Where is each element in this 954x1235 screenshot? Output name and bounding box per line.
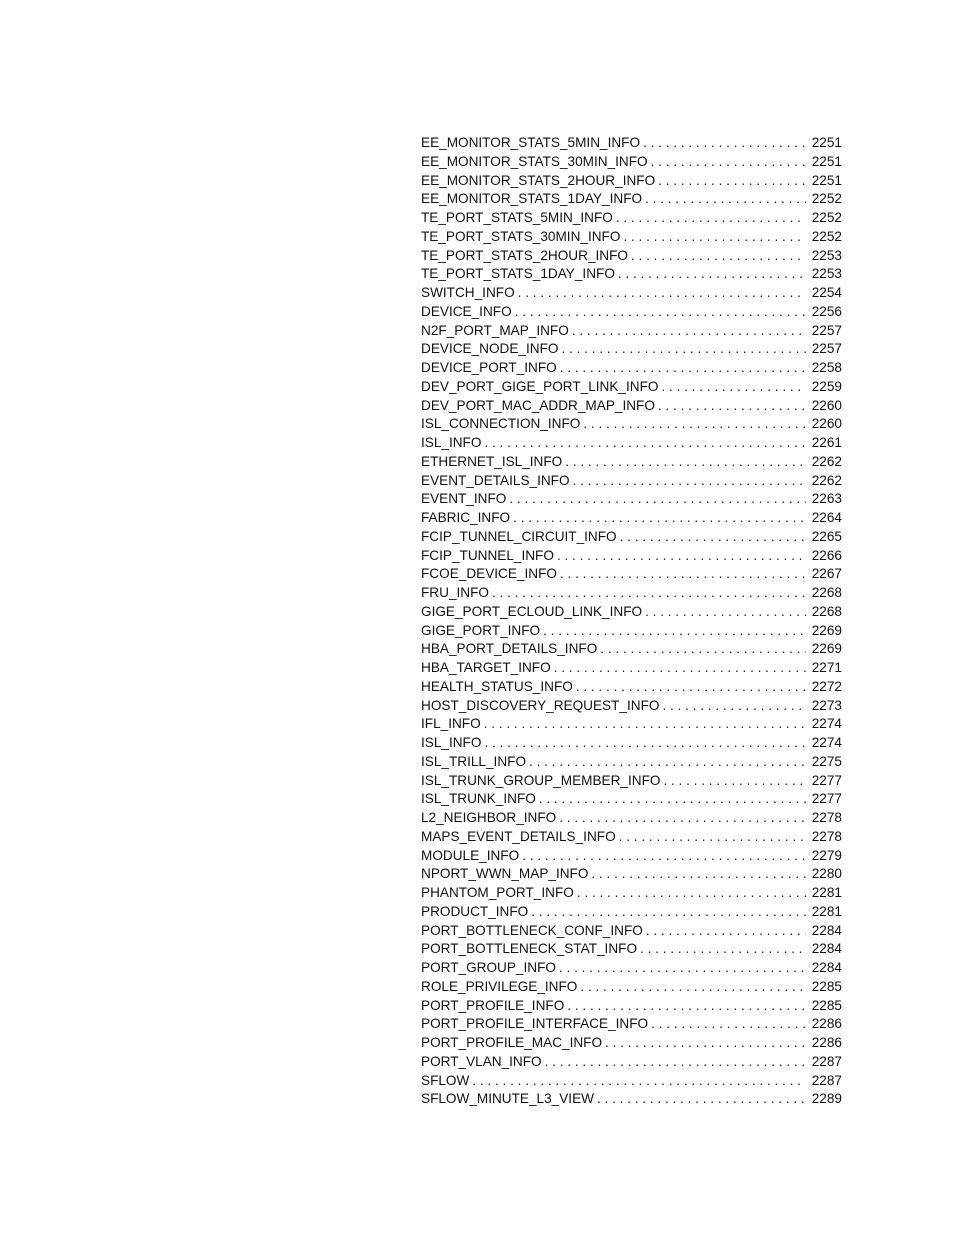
toc-dot-leader	[580, 415, 806, 434]
toc-entry-title: TE_PORT_STATS_2HOUR_INFO	[421, 247, 628, 263]
toc-dot-leader	[655, 397, 806, 416]
toc-entry-title: DEVICE_INFO	[421, 303, 512, 319]
toc-entry[interactable]	[421, 247, 842, 266]
toc-entry-title: MAPS_EVENT_DETAILS_INFO	[421, 828, 616, 844]
toc-entry-title: DEVICE_NODE_INFO	[421, 341, 559, 357]
toc-dot-leader	[564, 997, 806, 1016]
toc-dot-leader	[481, 715, 806, 734]
toc-entry[interactable]	[421, 809, 842, 828]
toc-entry-page-number: 2268	[811, 603, 842, 619]
toc-entry-page-number: 2252	[811, 210, 842, 225]
toc-dot-leader	[615, 265, 806, 284]
toc-dot-leader	[648, 1015, 806, 1034]
toc-entry-page-number: 2284	[811, 941, 842, 957]
toc-entry[interactable]	[421, 903, 842, 922]
toc-entry-title: PORT_BOTTLENECK_CONF_INFO	[421, 922, 643, 938]
toc-dot-leader	[536, 790, 806, 809]
toc-entry[interactable]	[421, 865, 842, 884]
toc-entry[interactable]	[421, 378, 842, 397]
toc-entry-title: EE_MONITOR_STATS_5MIN_INFO	[421, 135, 641, 150]
toc-entry-page-number: 2252	[811, 191, 842, 207]
toc-entry[interactable]	[421, 265, 842, 284]
toc-entry-title: PORT_VLAN_INFO	[421, 1053, 542, 1069]
toc-entry-title: ISL_TRUNK_INFO	[421, 791, 536, 807]
toc-entry-title: PHANTOM_PORT_INFO	[421, 885, 574, 900]
toc-entry-page-number: 2259	[811, 378, 842, 394]
toc-dot-leader	[569, 322, 806, 341]
toc-dot-leader	[643, 922, 806, 941]
toc-dot-leader	[526, 753, 806, 772]
toc-entry-title: IFL_INFO	[421, 716, 481, 732]
toc-entry[interactable]	[421, 847, 842, 866]
toc-entry[interactable]	[421, 1072, 842, 1091]
toc-entry[interactable]	[421, 303, 842, 322]
toc-entry-page-number: 2252	[811, 228, 842, 244]
toc-entry[interactable]	[421, 753, 842, 772]
toc-entry-page-number: 2277	[811, 772, 842, 788]
toc-entry[interactable]	[421, 678, 842, 697]
toc-entry-title: TE_PORT_STATS_30MIN_INFO	[421, 228, 621, 244]
toc-entry[interactable]	[421, 697, 842, 716]
toc-dot-leader	[557, 565, 806, 584]
toc-dot-leader	[642, 603, 806, 622]
toc-entry[interactable]	[421, 359, 842, 378]
toc-entry[interactable]	[421, 228, 842, 247]
toc-entry-title: PORT_PROFILE_INTERFACE_INFO	[421, 1016, 649, 1032]
toc-dot-leader	[620, 228, 806, 247]
toc-dot-leader	[528, 903, 806, 922]
toc-entry-page-number: 2281	[811, 903, 842, 919]
toc-entry-page-number: 2258	[811, 360, 842, 375]
toc-entry-page-number: 2285	[811, 978, 842, 994]
toc-entry[interactable]	[421, 547, 842, 566]
toc-dot-leader	[556, 809, 806, 828]
toc-entry-title: DEV_PORT_GIGE_PORT_LINK_INFO	[421, 378, 659, 394]
toc-entry-page-number: 2269	[811, 641, 842, 657]
toc-entry[interactable]	[421, 1053, 842, 1072]
toc-entry-page-number: 2286	[811, 1016, 842, 1032]
toc-entry-title: SWITCH_INFO	[421, 285, 515, 300]
toc-entry-page-number: 2278	[811, 810, 842, 825]
toc-entry-page-number: 2287	[811, 1053, 842, 1069]
toc-entry-title: EE_MONITOR_STATS_2HOUR_INFO	[421, 172, 656, 188]
toc-entry-page-number: 2284	[811, 960, 842, 975]
toc-entry-page-number: 2251	[811, 153, 842, 169]
toc-entry-page-number: 2271	[811, 660, 842, 675]
toc-entry-title: PORT_PROFILE_MAC_INFO	[421, 1035, 603, 1050]
toc-entry[interactable]	[421, 1034, 842, 1053]
toc-entry-title: MODULE_INFO	[421, 847, 520, 863]
toc-entry-title: ISL_TRILL_INFO	[421, 753, 527, 769]
toc-dot-leader	[637, 940, 806, 959]
toc-entry-title: GIGE_PORT_ECLOUD_LINK_INFO	[421, 603, 643, 619]
toc-entry[interactable]	[421, 772, 842, 791]
toc-dot-leader	[617, 528, 806, 547]
toc-entry-title: PRODUCT_INFO	[421, 903, 529, 919]
toc-entry-page-number: 2262	[811, 453, 842, 469]
toc-entry-page-number: 2289	[811, 1091, 842, 1107]
toc-entry-page-number: 2268	[811, 585, 842, 600]
toc-entry-page-number: 2284	[811, 922, 842, 938]
toc-entry[interactable]	[421, 959, 842, 978]
toc-entry[interactable]	[421, 922, 842, 941]
toc-dot-leader	[557, 359, 806, 378]
toc-entry[interactable]	[421, 190, 842, 209]
toc-entry-page-number: 2278	[811, 828, 842, 844]
toc-entry-page-number: 2279	[811, 847, 842, 863]
toc-entry-page-number: 2280	[811, 866, 842, 882]
toc-entry-title: PORT_GROUP_INFO	[421, 960, 556, 975]
toc-entry-page-number: 2260	[811, 416, 842, 432]
toc-dot-leader	[660, 772, 806, 791]
toc-entry-title: DEV_PORT_MAC_ADDR_MAP_INFO	[421, 397, 655, 413]
toc-dot-leader	[648, 153, 806, 172]
toc-dot-leader	[512, 303, 806, 322]
toc-entry[interactable]	[421, 640, 842, 659]
toc-entry-title: HBA_TARGET_INFO	[421, 660, 551, 675]
toc-entry-page-number: 2277	[811, 791, 842, 807]
toc-dot-leader	[588, 865, 806, 884]
toc-entry-title: TE_PORT_STATS_1DAY_INFO	[421, 266, 615, 282]
toc-entry-title: EE_MONITOR_STATS_1DAY_INFO	[421, 191, 643, 207]
toc-entry[interactable]	[421, 134, 842, 153]
toc-dot-leader	[628, 247, 806, 266]
toc-entry-page-number: 2262	[811, 472, 842, 488]
toc-entry-title: ISL_TRUNK_GROUP_MEMBER_INFO	[421, 772, 661, 788]
toc-dot-leader	[506, 490, 806, 509]
toc-dot-leader	[658, 378, 806, 397]
toc-entry[interactable]	[421, 172, 842, 191]
toc-dot-leader	[597, 640, 806, 659]
toc-entry[interactable]	[421, 340, 842, 359]
toc-entry[interactable]	[421, 790, 842, 809]
toc-entry-title: FCIP_TUNNEL_CIRCUIT_INFO	[421, 528, 617, 544]
toc-dot-leader	[540, 622, 806, 641]
toc-entry-title: ISL_CONNECTION_INFO	[421, 416, 581, 432]
toc-entry-title: SFLOW_MINUTE_L3_VIEW	[421, 1091, 594, 1107]
toc-entry-title: PORT_PROFILE_INFO	[421, 997, 565, 1013]
toc-entry-page-number: 2251	[811, 135, 842, 150]
toc-entry-title: FCIP_TUNNEL_INFO	[421, 547, 554, 563]
toc-entry-title: N2F_PORT_MAP_INFO	[421, 322, 569, 338]
toc-entry-title: ISL_INFO	[421, 435, 482, 450]
toc-dot-leader	[556, 959, 806, 978]
toc-entry-page-number: 2281	[811, 885, 842, 900]
toc-entry[interactable]	[421, 715, 842, 734]
toc-dot-leader	[481, 434, 806, 453]
toc-dot-leader	[469, 1072, 806, 1091]
toc-entry-page-number: 2257	[811, 341, 842, 357]
toc-dot-leader	[640, 134, 806, 153]
toc-entry[interactable]	[421, 978, 842, 997]
toc-entry-page-number: 2274	[811, 716, 842, 732]
toc-entry[interactable]	[421, 453, 842, 472]
toc-entry[interactable]	[421, 153, 842, 172]
toc-entry-title: L2_NEIGHBOR_INFO	[421, 810, 557, 825]
toc-entry-page-number: 2253	[811, 247, 842, 263]
toc-entry[interactable]	[421, 509, 842, 528]
toc-entry[interactable]	[421, 209, 842, 228]
toc-entry-page-number: 2287	[811, 1072, 842, 1088]
toc-entry[interactable]	[421, 322, 842, 341]
toc-entry[interactable]	[421, 528, 842, 547]
toc-entry-page-number: 2265	[811, 528, 842, 544]
toc-entry-title: HBA_PORT_DETAILS_INFO	[421, 641, 598, 657]
toc-dot-leader	[573, 678, 806, 697]
toc-entry-title: PORT_BOTTLENECK_STAT_INFO	[421, 941, 638, 957]
toc-dot-leader	[577, 978, 806, 997]
toc-entry-page-number: 2254	[811, 285, 842, 300]
toc-entry-page-number: 2257	[811, 322, 842, 338]
toc-entry-title: SFLOW	[421, 1072, 470, 1088]
toc-entry-page-number: 2266	[811, 547, 842, 563]
toc-entry-page-number: 2253	[811, 266, 842, 282]
toc-entry[interactable]	[421, 415, 842, 434]
toc-entry-page-number: 2275	[811, 753, 842, 769]
toc-entry[interactable]	[421, 603, 842, 622]
toc-dot-leader	[616, 828, 806, 847]
toc-entry[interactable]	[421, 734, 842, 753]
toc-entry[interactable]	[421, 884, 842, 903]
toc-entry-title: EVENT_INFO	[421, 491, 507, 507]
toc-entry-title: DEVICE_PORT_INFO	[421, 360, 557, 375]
toc-dot-leader	[655, 172, 806, 191]
toc-entry-page-number: 2267	[811, 566, 842, 582]
toc-entry[interactable]	[421, 284, 842, 303]
toc-entry-title: ETHERNET_ISL_INFO	[421, 453, 563, 469]
toc-entry[interactable]	[421, 584, 842, 603]
toc-dot-leader	[613, 209, 806, 228]
toc-entry-page-number: 2263	[811, 491, 842, 507]
toc-entry[interactable]	[421, 940, 842, 959]
toc-entry[interactable]	[421, 472, 842, 491]
toc-entry-title: HOST_DISCOVERY_REQUEST_INFO	[421, 697, 660, 713]
toc-entry-page-number: 2256	[811, 303, 842, 319]
toc-entry-page-number: 2269	[811, 622, 842, 638]
toc-dot-leader	[489, 584, 806, 603]
toc-dot-leader	[481, 734, 806, 753]
toc-dot-leader	[558, 340, 806, 359]
toc-entry-page-number: 2272	[811, 678, 842, 694]
toc-entry-page-number: 2274	[811, 735, 842, 750]
toc-entry-title: EVENT_DETAILS_INFO	[421, 472, 570, 488]
toc-entry[interactable]	[421, 828, 842, 847]
toc-entry-page-number: 2261	[811, 435, 842, 450]
toc-entry-page-number: 2251	[811, 172, 842, 188]
toc-entry-title: FABRIC_INFO	[421, 510, 511, 525]
table-of-contents	[421, 134, 842, 1109]
toc-entry[interactable]	[421, 622, 842, 641]
toc-dot-leader	[510, 509, 806, 528]
toc-entry[interactable]	[421, 997, 842, 1016]
toc-dot-leader	[659, 697, 806, 716]
toc-entry-page-number: 2286	[811, 1035, 842, 1050]
toc-entry-page-number: 2264	[811, 510, 842, 525]
toc-entry-title: GIGE_PORT_INFO	[421, 622, 541, 638]
toc-entry[interactable]	[421, 434, 842, 453]
toc-dot-leader	[551, 659, 806, 678]
toc-entry-title: TE_PORT_STATS_5MIN_INFO	[421, 210, 613, 225]
toc-entry[interactable]	[421, 1090, 842, 1109]
toc-entry-title: EE_MONITOR_STATS_30MIN_INFO	[421, 153, 648, 169]
toc-entry[interactable]	[421, 659, 842, 678]
toc-entry-page-number: 2260	[811, 397, 842, 413]
toc-dot-leader	[542, 1053, 806, 1072]
toc-dot-leader	[594, 1090, 806, 1109]
toc-dot-leader	[515, 284, 806, 303]
toc-entry-title: HEALTH_STATUS_INFO	[421, 678, 573, 694]
toc-dot-leader	[519, 847, 806, 866]
toc-entry-page-number: 2285	[811, 997, 842, 1013]
toc-dot-leader	[562, 453, 806, 472]
toc-dot-leader	[642, 190, 806, 209]
toc-entry[interactable]	[421, 490, 842, 509]
toc-entry-title: FRU_INFO	[421, 585, 489, 600]
toc-entry-title: NPORT_WWN_MAP_INFO	[421, 866, 589, 882]
toc-dot-leader	[570, 472, 806, 491]
toc-dot-leader	[602, 1034, 806, 1053]
toc-entry[interactable]	[421, 1015, 842, 1034]
toc-entry[interactable]	[421, 397, 842, 416]
toc-dot-leader	[574, 884, 806, 903]
toc-entry-title: ROLE_PRIVILEGE_INFO	[421, 978, 578, 994]
toc-entry-title: FCOE_DEVICE_INFO	[421, 566, 557, 582]
toc-entry[interactable]	[421, 565, 842, 584]
toc-dot-leader	[554, 547, 806, 566]
toc-entry-title: ISL_INFO	[421, 735, 482, 750]
toc-entry-page-number: 2273	[811, 697, 842, 713]
